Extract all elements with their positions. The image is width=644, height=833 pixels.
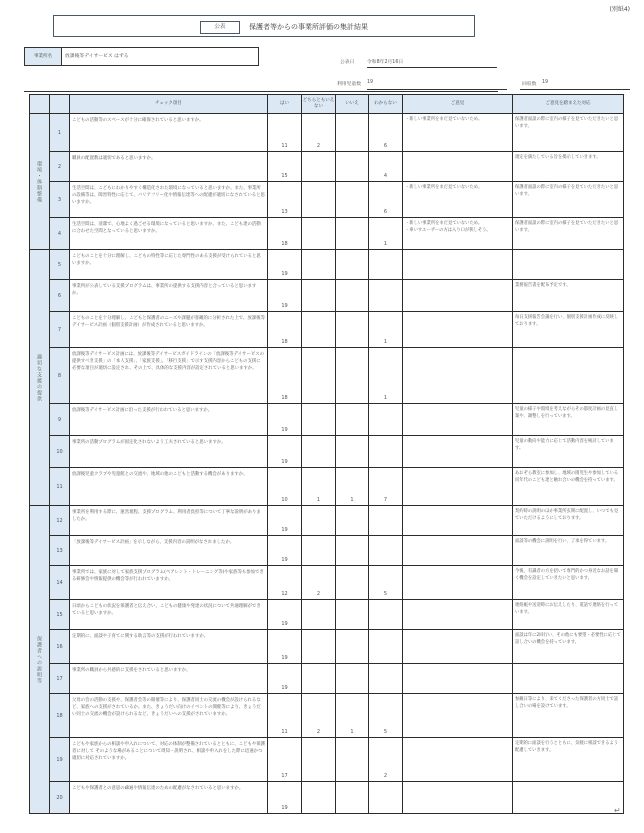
count-yes: 18 bbox=[268, 218, 302, 250]
count-unknown bbox=[369, 250, 403, 280]
table-row bbox=[30, 536, 624, 566]
item-number: 9 bbox=[50, 404, 70, 436]
count-yes: 19 bbox=[268, 536, 302, 566]
item-number: 14 bbox=[50, 566, 70, 600]
count-neither bbox=[302, 630, 336, 664]
count-unknown: 4 bbox=[369, 152, 403, 182]
table-row bbox=[30, 152, 624, 182]
response-cell: 保護者面談の際に室内の様子を見ていただきたいと思います。 bbox=[513, 182, 624, 218]
check-item-question: 定期的に、面談や子育てに関する助言等の支援が行われていますか。 bbox=[70, 630, 268, 664]
opinion-cell bbox=[403, 566, 513, 600]
users-count-value: 19 bbox=[367, 80, 374, 85]
count-neither bbox=[302, 600, 336, 630]
item-number: 19 bbox=[50, 738, 70, 782]
opinion-cell: ・新しい事業所をまだ見ていないため。 bbox=[403, 114, 513, 152]
users-count-underline bbox=[367, 89, 507, 90]
count-unknown bbox=[369, 404, 403, 436]
table-row bbox=[30, 348, 624, 404]
item-number: 1 bbox=[50, 114, 70, 152]
count-unknown: 5 bbox=[369, 694, 403, 738]
count-no bbox=[336, 782, 369, 814]
check-item-question: こどもの活動等のスペースが十分に確保されていると思いますか。 bbox=[70, 114, 268, 152]
count-yes: 11 bbox=[268, 694, 302, 738]
table-row bbox=[30, 664, 624, 694]
opinion-cell bbox=[403, 506, 513, 536]
header-check-item: チェック項目 bbox=[70, 95, 268, 114]
opinion-cell bbox=[403, 782, 513, 814]
count-unknown bbox=[369, 436, 403, 468]
header-neither: どちらともいえない bbox=[302, 95, 336, 114]
response-cell: 面談は年に2回行い、その他にも要望・必要性に応じて話し合いの機会を持っています。 bbox=[513, 630, 624, 664]
count-unknown: 1 bbox=[369, 312, 403, 348]
table-row bbox=[30, 182, 624, 218]
table-row bbox=[30, 280, 624, 312]
count-no bbox=[336, 630, 369, 664]
opinion-cell bbox=[403, 468, 513, 506]
users-count-label: 利用児童数 bbox=[337, 82, 361, 87]
count-yes: 13 bbox=[268, 182, 302, 218]
table-row bbox=[30, 312, 624, 348]
count-yes: 19 bbox=[268, 664, 302, 694]
publication-date-underline bbox=[367, 67, 497, 68]
count-no bbox=[336, 348, 369, 404]
opinion-cell bbox=[403, 664, 513, 694]
count-neither bbox=[302, 218, 336, 250]
opinion-cell bbox=[403, 152, 513, 182]
check-item-question: 放課後等デイサービス計画には、放課後等デイサービスガイドラインの「放課後等デイサービスの提供すべき支援」の「本人支援」、「家族支援」、「移行支援」で示す支援内容からこどもの支援に必要な項目が適切に設定され、その上で、具体的な支援内容が設定されていると思いますか。 bbox=[70, 348, 268, 404]
item-number: 10 bbox=[50, 436, 70, 468]
count-neither bbox=[302, 182, 336, 218]
count-yes: 19 bbox=[268, 506, 302, 536]
response-cell: 業務報告書を配布予定です。 bbox=[513, 280, 624, 312]
table-row bbox=[30, 738, 624, 782]
check-item-question: 生活空間は、こどもにわかりやすく構造化された環境になっていると思いますか。また、事業所の設備等は、障害特性に応じて、バリアフリー化や情報伝達等への配慮が適切になされていると思いますか。 bbox=[70, 182, 268, 218]
page-title: 保護者等からの事業所評価の集計結果 bbox=[249, 23, 368, 31]
response-cell: 毎日支援報告会議を行い、個別支援計画作成に反映しております。 bbox=[513, 312, 624, 348]
count-no bbox=[336, 600, 369, 630]
publication-date-label: 公表日 bbox=[340, 60, 355, 65]
count-no bbox=[336, 182, 369, 218]
count-unknown bbox=[369, 782, 403, 814]
check-item-question: 職員の配置数は適切であると思いますか。 bbox=[70, 152, 268, 182]
table-row bbox=[30, 630, 624, 664]
count-yes: 12 bbox=[268, 566, 302, 600]
opinion-cell bbox=[403, 536, 513, 566]
count-unknown: 5 bbox=[369, 566, 403, 600]
header-unknown: わからない bbox=[369, 95, 403, 114]
check-item-question: 事業所の職員から共感的に支援をされていると思いますか。 bbox=[70, 664, 268, 694]
header-category bbox=[30, 95, 50, 114]
count-no bbox=[336, 404, 369, 436]
count-neither bbox=[302, 152, 336, 182]
count-yes: 19 bbox=[268, 630, 302, 664]
count-unknown: 6 bbox=[369, 114, 403, 152]
count-yes: 18 bbox=[268, 312, 302, 348]
table-row bbox=[30, 114, 624, 152]
check-item-question: 事業所が公表している支援プログラムは、事業所の提供する支援内容と合っていると思いますか。 bbox=[70, 280, 268, 312]
count-neither bbox=[302, 348, 336, 404]
opinion-cell bbox=[403, 694, 513, 738]
check-item-question: こどもや家族からの相談や申入れについて、対応の体制が整備されているとともに、こどもや保護者に対して そのような場があることについて周知・説明され、相談や申入れをした際に迅速かつ適切に対応されていますか。 bbox=[70, 738, 268, 782]
count-unknown bbox=[369, 506, 403, 536]
check-item-question: 事業所を利用する際に、運営規程、支援プログラム、利用者負担等について丁寧な説明がありましたか。 bbox=[70, 506, 268, 536]
count-no bbox=[336, 566, 369, 600]
category-cell: 環境・体制整備 bbox=[30, 114, 50, 250]
table-header-row bbox=[30, 95, 624, 114]
check-item-question: 「放課後等デイサービス計画」を示しながら、支援内容の説明がなされましたか。 bbox=[70, 536, 268, 566]
check-item-question: 放課後等デイサービス計画に沿った支援が行われていると思いますか。 bbox=[70, 404, 268, 436]
category-cell: 適切な支援の提供 bbox=[30, 250, 50, 506]
check-item-question: 放課後児童クラブや児童館との交流や、地域の他のこどもと活動する機会がありますか。 bbox=[70, 468, 268, 506]
count-neither bbox=[302, 312, 336, 348]
item-number: 11 bbox=[50, 468, 70, 506]
count-no bbox=[336, 436, 369, 468]
item-number: 13 bbox=[50, 536, 70, 566]
count-neither: 2 bbox=[302, 694, 336, 738]
office-name-label: 事業所名 bbox=[24, 47, 62, 66]
count-yes: 19 bbox=[268, 436, 302, 468]
count-no: 1 bbox=[336, 694, 369, 738]
response-cell: 参観日等により、来てくださった保護者の方同士で話し合いの場を設けています。 bbox=[513, 694, 624, 738]
table-row bbox=[30, 782, 624, 814]
item-number: 6 bbox=[50, 280, 70, 312]
item-number: 17 bbox=[50, 664, 70, 694]
check-item-question: 事業所の活動プログラムが固定化されないよう工夫されていると思いますか。 bbox=[70, 436, 268, 468]
item-number: 18 bbox=[50, 694, 70, 738]
paragraph-mark-icon: ↵ bbox=[614, 806, 621, 815]
count-neither bbox=[302, 536, 336, 566]
count-yes: 15 bbox=[268, 152, 302, 182]
table-row bbox=[30, 506, 624, 536]
count-unknown bbox=[369, 664, 403, 694]
office-name-value: 放課後等デイサービス はずる bbox=[61, 47, 259, 66]
count-no bbox=[336, 280, 369, 312]
response-cell: 今後、有識者の方を招いて専門的かつ身近なお話を聞く機会を設定していきたいと思います。 bbox=[513, 566, 624, 600]
check-item-question: 日頃からこどもの状況を保護者と伝え合い、こどもの健康や発達の状況について共通理解ができていると思いますか。 bbox=[70, 600, 268, 630]
count-no bbox=[336, 152, 369, 182]
response-cell bbox=[513, 664, 624, 694]
response-cell: 保護者面談の際に室内の様子を見ていただきたいと思います。 bbox=[513, 218, 624, 250]
opinion-cell: ・新しい事業所をまだ見ていないため。 ・車いすユーザーの方は入り口が狭しそう。 bbox=[403, 218, 513, 250]
count-yes: 19 bbox=[268, 404, 302, 436]
opinion-cell bbox=[403, 738, 513, 782]
item-number: 3 bbox=[50, 182, 70, 218]
publication-badge: 公表 bbox=[200, 21, 240, 34]
count-yes: 11 bbox=[268, 114, 302, 152]
opinion-cell bbox=[403, 436, 513, 468]
table-row bbox=[30, 250, 624, 280]
count-neither bbox=[302, 250, 336, 280]
opinion-cell: ・新しい事業所をまだ見ていないため。 bbox=[403, 182, 513, 218]
opinion-cell bbox=[403, 280, 513, 312]
response-cell bbox=[513, 250, 624, 280]
count-no bbox=[336, 506, 369, 536]
count-neither bbox=[302, 782, 336, 814]
header-no: いいえ bbox=[336, 95, 369, 114]
count-unknown: 2 bbox=[369, 738, 403, 782]
table-row bbox=[30, 600, 624, 630]
response-cell: 保護者面談の際に室内の様子を見ていただきたいと思います。 bbox=[513, 114, 624, 152]
appendix-label: (別紙4) bbox=[609, 6, 630, 13]
response-cell bbox=[513, 782, 624, 814]
count-neither bbox=[302, 664, 336, 694]
check-item-question: こどもや保護者との意思の疎通や情報伝達のための配慮がなされていると思いますか。 bbox=[70, 782, 268, 814]
count-neither bbox=[302, 280, 336, 312]
count-yes: 19 bbox=[268, 280, 302, 312]
header-yes: はい bbox=[268, 95, 302, 114]
check-item-question: 事業所では、家族に対して家族支援プログラム(ペアレント・トレーニング等)や家族等も参加できる研修会や情報提供の機会等が行われていますか。 bbox=[70, 566, 268, 600]
count-neither bbox=[302, 738, 336, 782]
header-number bbox=[50, 95, 70, 114]
item-number: 7 bbox=[50, 312, 70, 348]
response-cell: 規定を満たしている旨を掲示していきます。 bbox=[513, 152, 624, 182]
response-cell: 児童の動向や能力に応じて活動内容を検討しています。 bbox=[513, 436, 624, 468]
responses-count-value: 19 bbox=[542, 80, 549, 85]
count-yes: 19 bbox=[268, 250, 302, 280]
count-no bbox=[336, 738, 369, 782]
count-unknown bbox=[369, 280, 403, 312]
item-number: 2 bbox=[50, 152, 70, 182]
check-item-question: 父母の会の活動の支援や、保護者会等の開催等により、保護者同士の交流の機会が設けられるなど、家族への支援がされているか。また、きょうだい向けのイベントの開催等により、きょうだい同士の交流の機会が設けられるなど、きょうだいへの支援がされていますか。 bbox=[70, 694, 268, 738]
count-unknown: 1 bbox=[369, 218, 403, 250]
item-number: 8 bbox=[50, 348, 70, 404]
count-no bbox=[336, 250, 369, 280]
divider-line bbox=[24, 91, 498, 92]
table-row bbox=[30, 566, 624, 600]
opinion-cell bbox=[403, 348, 513, 404]
item-number: 15 bbox=[50, 600, 70, 630]
count-yes: 17 bbox=[268, 738, 302, 782]
table-row bbox=[30, 436, 624, 468]
table-row bbox=[30, 218, 624, 250]
count-no: 1 bbox=[336, 468, 369, 506]
opinion-cell bbox=[403, 250, 513, 280]
check-item-question: こどものことを十分理解し、こどもと保護者のニーズや課題が客観的に分析された上で、放課後等デイサービス計画（個別支援計画）が作成されていると思いますか。 bbox=[70, 312, 268, 348]
count-no bbox=[336, 114, 369, 152]
count-unknown: 7 bbox=[369, 468, 403, 506]
header-opinion: ご意見 bbox=[403, 95, 513, 114]
count-unknown bbox=[369, 630, 403, 664]
table-body bbox=[30, 114, 624, 814]
count-neither bbox=[302, 436, 336, 468]
check-item-question: こどものことを十分に理解し、こどもの特性等に応じた専門性のある支援が受けられていると思いますか。 bbox=[70, 250, 268, 280]
count-neither bbox=[302, 404, 336, 436]
count-neither: 1 bbox=[302, 468, 336, 506]
table-row bbox=[30, 468, 624, 506]
count-neither: 2 bbox=[302, 114, 336, 152]
count-no bbox=[336, 312, 369, 348]
count-yes: 19 bbox=[268, 782, 302, 814]
item-number: 16 bbox=[50, 630, 70, 664]
item-number: 12 bbox=[50, 506, 70, 536]
responses-count-underline bbox=[520, 89, 630, 90]
count-no bbox=[336, 218, 369, 250]
item-number: 4 bbox=[50, 218, 70, 250]
table-row bbox=[30, 694, 624, 738]
response-cell: 定期的に面談を行うとともに、気軽に相談できるよう配慮していきます。 bbox=[513, 738, 624, 782]
opinion-cell bbox=[403, 404, 513, 436]
response-cell: 児童の様子や環境を考えながらその都度計画の見直し案や、調整しを行っています。 bbox=[513, 404, 624, 436]
opinion-cell bbox=[403, 600, 513, 630]
evaluation-table bbox=[29, 94, 624, 814]
count-no bbox=[336, 664, 369, 694]
response-cell: 面談等の機会に説明を行い、了承を得ています。 bbox=[513, 536, 624, 566]
responses-count-label: 回収数 bbox=[522, 82, 537, 87]
table-row bbox=[30, 404, 624, 436]
count-neither bbox=[302, 506, 336, 536]
count-unknown bbox=[369, 536, 403, 566]
response-cell: 連絡帳や送迎時にお伝えしたり、電話で連絡を行っています。 bbox=[513, 600, 624, 630]
item-number: 5 bbox=[50, 250, 70, 280]
response-cell bbox=[513, 348, 624, 404]
count-neither: 2 bbox=[302, 566, 336, 600]
count-yes: 19 bbox=[268, 600, 302, 630]
count-unknown: 1 bbox=[369, 348, 403, 404]
category-cell: 保護者への説明等 bbox=[30, 506, 50, 814]
opinion-cell bbox=[403, 312, 513, 348]
response-cell: 契約時の説明のほか事業所玄関に配置し、いつでも見ていただけるようにしております。 bbox=[513, 506, 624, 536]
count-unknown bbox=[369, 600, 403, 630]
count-unknown: 6 bbox=[369, 182, 403, 218]
header-response: ご意見を踏まえた対応 bbox=[513, 95, 624, 114]
item-number: 20 bbox=[50, 782, 70, 814]
response-cell: あおぞら教室に参加し、地域の園児生や参加している同年代のこども達と触れ合いの機会を持っています。 bbox=[513, 468, 624, 506]
count-yes: 10 bbox=[268, 468, 302, 506]
publication-date-value: 令和8年2月16日 bbox=[367, 60, 404, 65]
count-yes: 18 bbox=[268, 348, 302, 404]
opinion-cell bbox=[403, 630, 513, 664]
count-no bbox=[336, 536, 369, 566]
check-item-question: 生活空間は、清潔で、心地よく過ごせる環境になっていると思いますか。また、こども達の活動に合わせた空間となっていると思いますか。 bbox=[70, 218, 268, 250]
